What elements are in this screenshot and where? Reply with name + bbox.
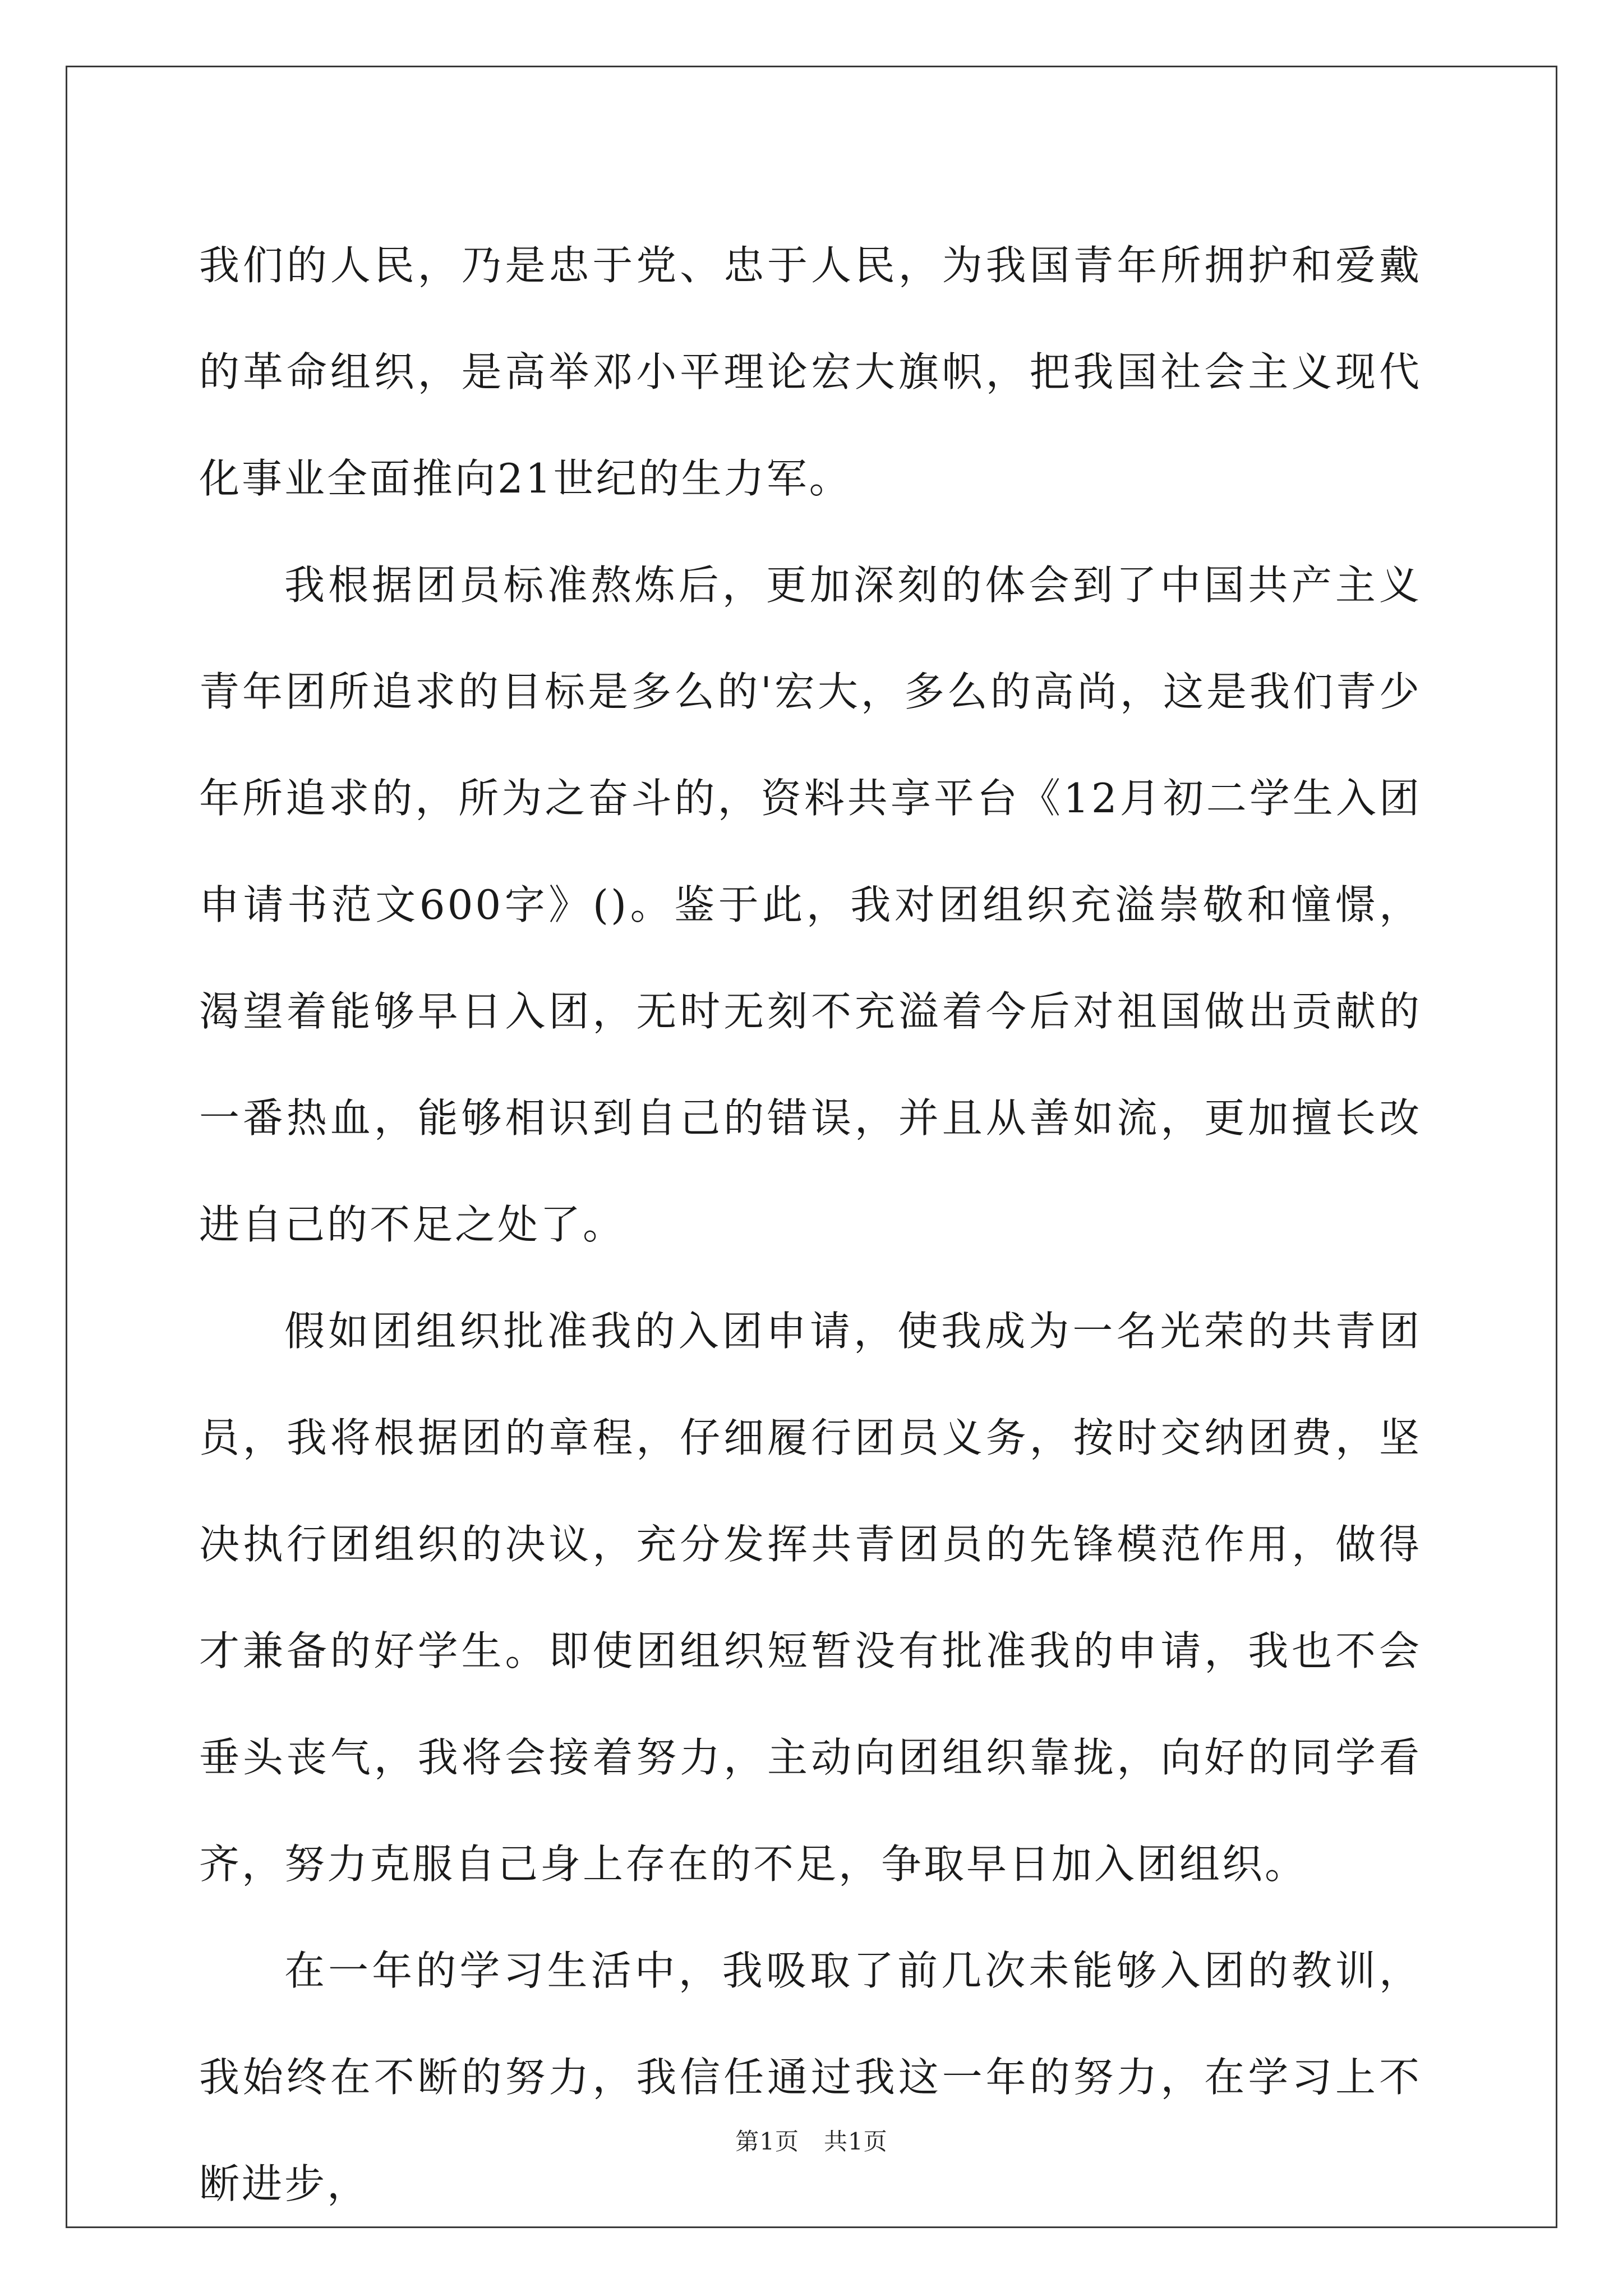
paragraph-3: 假如团组织批准我的入团申请，使我成为一名光荣的共青团员，我将根据团的章程，仔细履行团员义务，按时交纳团费，坚决执行团组织的决议，充分发挥共青团员的先锋模范作用，做得才兼备的好学生。即使团组织短暂没有批准我的申请，我也不会垂头丧气，我将会接着努力，主动向团组织靠拢，向好的同学看齐，努力克服自己身上存在的不足，争取早日加入团组织。 xyxy=(199,1308,1422,1888)
paragraph-4: 在一年的学习生活中，我吸取了前几次未能够入团的教训，我始终在不断的努力，我信任通过我这一年的努力，在学习上不断进步， xyxy=(199,1947,1422,2207)
paragraph-2: 我根据团员标准熬炼后，更加深刻的体会到了中国共产主义青年团所追求的目标是多么的'宏大，多么的高尚，这是我们青少年所追求的，所为之奋斗的，资料共享平台《12月初二学生入团申请书范文600字》()。鉴于此，我对团组织充溢崇敬和憧憬，渴望着能够早日入团，无时无刻不充溢着今后对祖国做出贡献的一番热血，能够相识到自己的错误，并且从善如流，更加擅长改进自己的不足之处了。 xyxy=(199,562,1422,1248)
page-number: 第1页 xyxy=(735,2128,799,2155)
page-total: 共1页 xyxy=(824,2128,888,2155)
document-body xyxy=(199,212,1422,2237)
page-footer xyxy=(0,2123,1623,2157)
paragraph-1: 我们的人民，乃是忠于党、忠于人民，为我国青年所拥护和爱戴的革命组织，是高举邓小平理论宏大旗帜，把我国社会主义现代化事业全面推向21世纪的生力军。 xyxy=(199,242,1422,502)
